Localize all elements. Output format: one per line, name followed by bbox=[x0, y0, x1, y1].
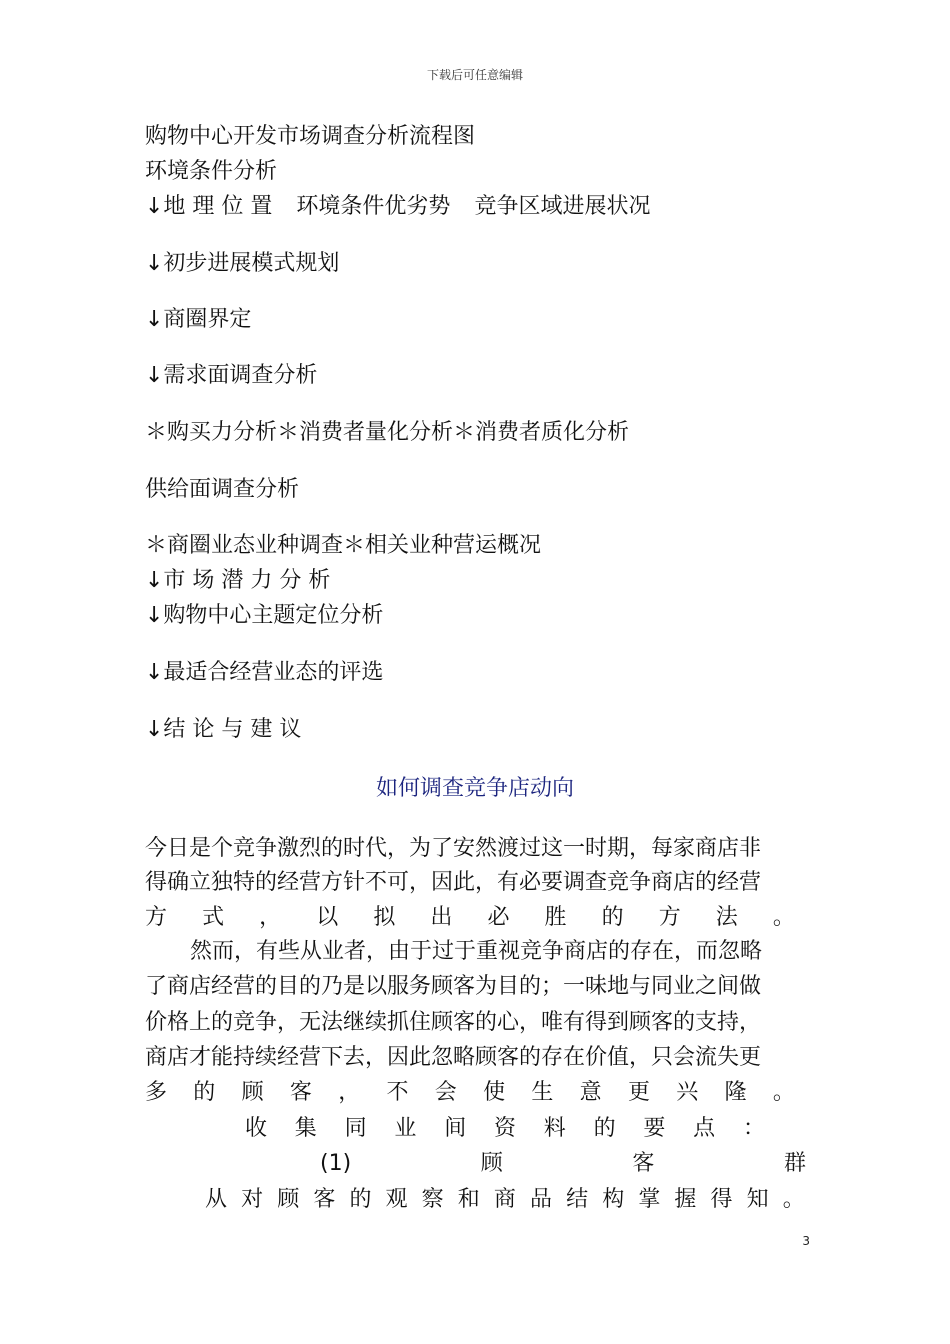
step-theme-positioning: ↓购物中心主题定位分析 bbox=[145, 603, 384, 628]
supply-items: ＊商圈业态业种调查＊相关业种营运概况 bbox=[145, 533, 542, 558]
step-format-selection: ↓最适合经营业态的评选 bbox=[145, 660, 384, 685]
point1-heading: (1) 顾 客 群 bbox=[320, 1151, 806, 1176]
factor-strengths: 环境条件优劣势 bbox=[296, 194, 451, 219]
article-title: 如何调查竞争店动向 bbox=[375, 776, 574, 801]
paragraph1-line3: 方 式 ， 以 拟 出 必 胜 的 方 法 。 bbox=[145, 905, 795, 930]
paragraph2-line4: 商店才能持续经营下去，因此忽略顾客的存在价值，只会流失更 bbox=[145, 1045, 762, 1070]
paragraph2-line1: 然而，有些从业者，由于过于重视竞争商店的存在，而忽略 bbox=[190, 939, 763, 964]
env-analysis: 环境条件分析 bbox=[145, 159, 278, 184]
paragraph2-line3: 价格上的竞争，无法继续抓住顾客的心，唯有得到顾客的支持， bbox=[145, 1010, 762, 1035]
factor-location: ↓地 理 位 置 bbox=[145, 194, 273, 219]
point1-text: 从 对 顾 客 的 观 察 和 商 品 结 构 掌 握 得 知 。 bbox=[205, 1187, 805, 1212]
env-factors bbox=[145, 192, 650, 222]
paragraph1-line2: 得确立独特的经营方针不可，因此，有必要调查竞争商店的经营 bbox=[145, 870, 762, 895]
points-heading: 收 集 同 业 间 资 料 的 要 点 ： bbox=[245, 1116, 765, 1141]
step-trade-area: ↓商圈界定 bbox=[145, 307, 252, 332]
step-market-potential: ↓市 场 潜 力 分 析 bbox=[145, 568, 331, 593]
factor-competition: 竞争区域进展状况 bbox=[474, 194, 651, 219]
paragraph1-line1: 今日是个竞争激烈的时代，为了安然渡过这一时期，每家商店非 bbox=[145, 836, 762, 861]
supply-analysis: 供给面调查分析 bbox=[145, 477, 300, 502]
paragraph2-line2: 了商店经营的目的乃是以服务顾客为目的；一味地与同业之间做 bbox=[145, 974, 762, 999]
step-demand-analysis: ↓需求面调查分析 bbox=[145, 363, 318, 388]
page-number: 3 bbox=[802, 1234, 810, 1248]
step-conclusion: ↓结 论 与 建 议 bbox=[145, 717, 302, 742]
page-header: 下载后可任意编辑 bbox=[426, 68, 523, 82]
demand-items: ＊购买力分析＊消费者量化分析＊消费者质化分析 bbox=[145, 420, 630, 445]
step-initial-planning: ↓初步进展模式规划 bbox=[145, 251, 340, 276]
flowchart-title: 购物中心开发市场调查分析流程图 bbox=[145, 124, 476, 149]
paragraph2-line5: 多 的 顾 客 ， 不 会 使 生 意 更 兴 隆 。 bbox=[145, 1080, 795, 1105]
